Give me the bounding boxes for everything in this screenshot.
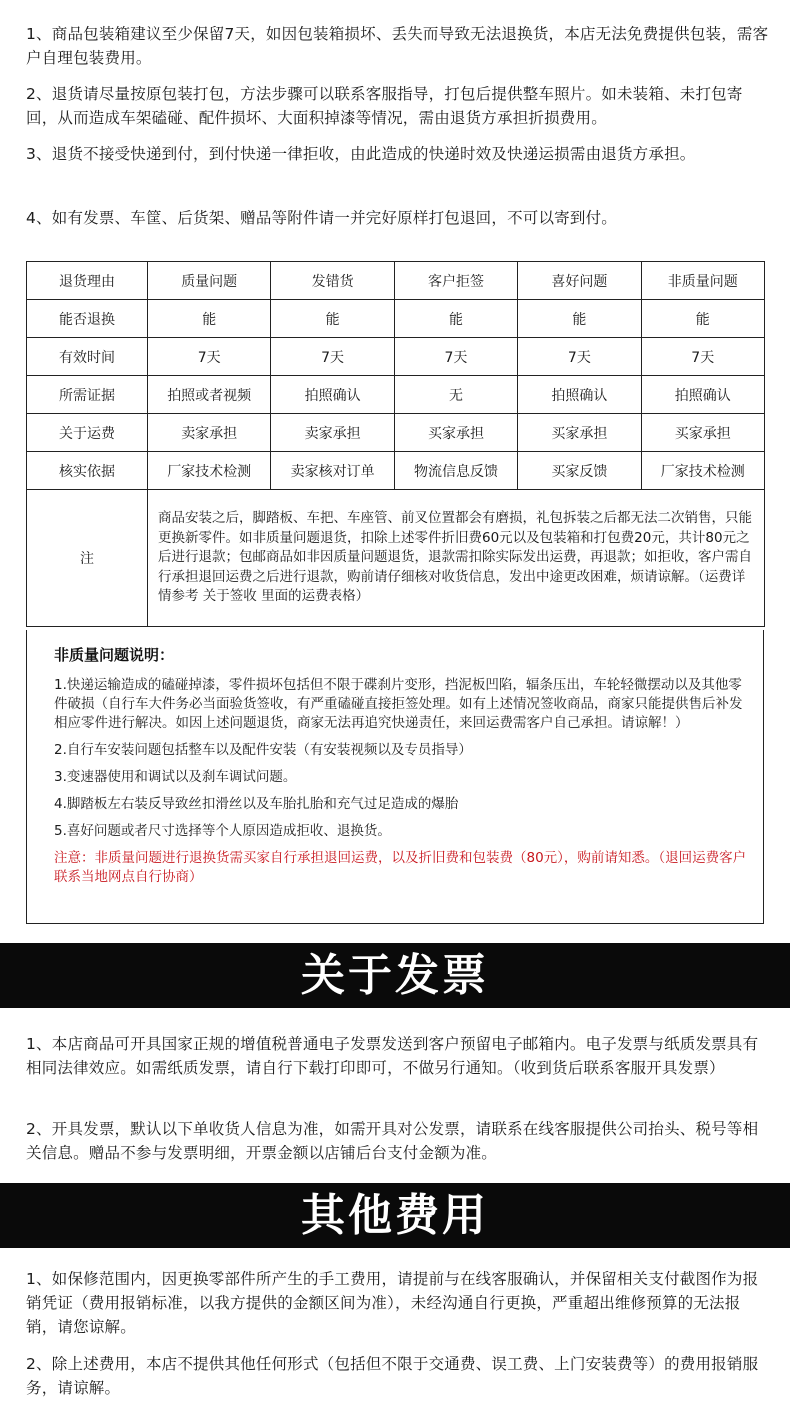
non-quality-item: 5.喜好问题或者尺寸选择等个人原因造成拒收、退换货。	[54, 823, 391, 839]
non-quality-item: 1.快递运输造成的磕碰掉漆，零件损坏包括但不限于碟刹片变形，挡泥板凹陷，辐条压出，车轮轻微摆动以及其他零件破损（自行车大件务必当面验货签收，有严重磕碰直接拒签处理。如有上述情况签收商品，商家只能提供售后补发相应零件进行解决。如因上述问题退货，商家无法再追究快递责任，来回运费需客户自己承担。请谅解！）	[54, 677, 743, 731]
intro-paragraph-1: 1、商品包装箱建议至少保留7天，如因包装箱损坏、丢失而导致无法退换货，本店无法免费提供包装，需客户自理包装费用。	[26, 25, 769, 67]
table-cell: 7天	[518, 338, 641, 376]
intro-paragraph-3: 3、退货不接受快递到付，到付快递一律拒收，由此造成的快递时效及快递运损需由退货方承担。	[26, 145, 696, 163]
table-cell: 拍照或者视频	[148, 376, 271, 414]
table-cell: 卖家核对订单	[271, 452, 394, 490]
table-row-note	[27, 490, 765, 627]
table-cell: 能	[641, 300, 764, 338]
table-cell: 无	[394, 376, 517, 414]
table-cell: 客户拒签	[394, 262, 517, 300]
non-quality-item: 2.自行车安装问题包括整车以及配件安装（有安装视频以及专员指导）	[54, 742, 472, 758]
table-cell: 买家反馈	[518, 452, 641, 490]
invoice-paragraph-1: 1、本店商品可开具国家正规的增值税普通电子发票发送到客户预留电子邮箱内。电子发票与纸质发票具有相同法律效应。如需纸质发票，请自行下载打印即可，不做另行通知。（收到货后联系客服开具发票）	[26, 1035, 759, 1077]
table-cell: 7天	[394, 338, 517, 376]
table-cell: 非质量问题	[641, 262, 764, 300]
table-cell: 买家承担	[394, 414, 517, 452]
intro-paragraph-2: 2、退货请尽量按原包装打包，方法步骤可以联系客服指导，打包后提供整车照片。如未装箱、未打包寄回，从而造成车架磕碰、配件损坏、大面积掉漆等情况，需由退货方承担折损费用。	[26, 85, 743, 127]
table-cell: 能	[271, 300, 394, 338]
table-cell: 卖家承担	[148, 414, 271, 452]
return-policy-table	[26, 261, 765, 627]
note-label: 注	[27, 490, 148, 627]
table-cell: 能	[148, 300, 271, 338]
table-row	[27, 338, 765, 376]
table-row	[27, 414, 765, 452]
non-quality-warning: 注意：非质量问题进行退换货需买家自行承担退回运费，以及折旧费和包装费（80元），购前请知悉。（退回运费客户联系当地网点自行协商）	[54, 850, 747, 885]
table-cell: 7天	[271, 338, 394, 376]
intro-paragraph-4: 4、如有发票、车筐、后货架、赠品等附件请一并完好原样打包退回，不可以寄到付。	[26, 209, 617, 227]
table-cell: 能否退换	[27, 300, 148, 338]
table-cell: 7天	[148, 338, 271, 376]
table-row	[27, 300, 765, 338]
invoice-banner: 关于发票	[0, 943, 790, 1008]
non-quality-item: 4.脚踏板左右装反导致丝扣滑丝以及车胎扎胎和充气过足造成的爆胎	[54, 796, 459, 812]
table-cell: 退货理由	[27, 262, 148, 300]
table-cell: 厂家技术检测	[641, 452, 764, 490]
table-cell: 卖家承担	[271, 414, 394, 452]
table-cell: 能	[394, 300, 517, 338]
table-cell: 喜好问题	[518, 262, 641, 300]
table-cell: 7天	[641, 338, 764, 376]
note-text: 商品安装之后，脚踏板、车把、车座管、前叉位置都会有磨损，礼包拆装之后都无法二次销售，只能更换新零件。如非质量问题退货，扣除上述零件折旧费60元以及包装箱和打包费20元，共计80元之后进行退款；包邮商品如非因质量问题退货，退款需扣除实际发出运费，再退款；如拒收，客户需自行承担退回运费之后进行退款，购前请仔细核对收货信息，发出中途更改困难，烦请谅解。（运费详情参考 关于签收 里面的运费表格）	[148, 490, 765, 627]
table-cell: 所需证据	[27, 376, 148, 414]
table-cell: 关于运费	[27, 414, 148, 452]
table-cell: 买家承担	[518, 414, 641, 452]
table-cell: 拍照确认	[518, 376, 641, 414]
table-row	[27, 376, 765, 414]
table-cell: 拍照确认	[641, 376, 764, 414]
table-row	[27, 452, 765, 490]
non-quality-title: 非质量问题说明：	[54, 646, 175, 664]
invoice-paragraph-2: 2、开具发票，默认以下单收货人信息为准，如需开具对公发票，请联系在线客服提供公司抬头、税号等相关信息。赠品不参与发票明细，开票金额以店铺后台支付金额为准。	[26, 1120, 759, 1162]
table-row	[27, 262, 765, 300]
other-fees-paragraph-1: 1、如保修范围内，因更换零部件所产生的手工费用，请提前与在线客服确认，并保留相关支付截图作为报销凭证（费用报销标准，以我方提供的金额区间为准），未经沟通自行更换，严重超出维修预算的无法报销，请您谅解。	[26, 1270, 759, 1336]
table-cell: 发错货	[271, 262, 394, 300]
table-cell: 有效时间	[27, 338, 148, 376]
non-quality-item: 3.变速器使用和调试以及刹车调试问题。	[54, 769, 297, 785]
other-fees-banner: 其他费用	[0, 1183, 790, 1248]
other-fees-paragraph-2: 2、除上述费用，本店不提供其他任何形式（包括但不限于交通费、误工费、上门安装费等）的费用报销服务，请谅解。	[26, 1355, 759, 1397]
non-quality-section	[26, 630, 764, 924]
table-cell: 拍照确认	[271, 376, 394, 414]
table-cell: 厂家技术检测	[148, 452, 271, 490]
table-cell: 能	[518, 300, 641, 338]
table-cell: 买家承担	[641, 414, 764, 452]
table-cell: 核实依据	[27, 452, 148, 490]
table-cell: 物流信息反馈	[394, 452, 517, 490]
table-cell: 质量问题	[148, 262, 271, 300]
